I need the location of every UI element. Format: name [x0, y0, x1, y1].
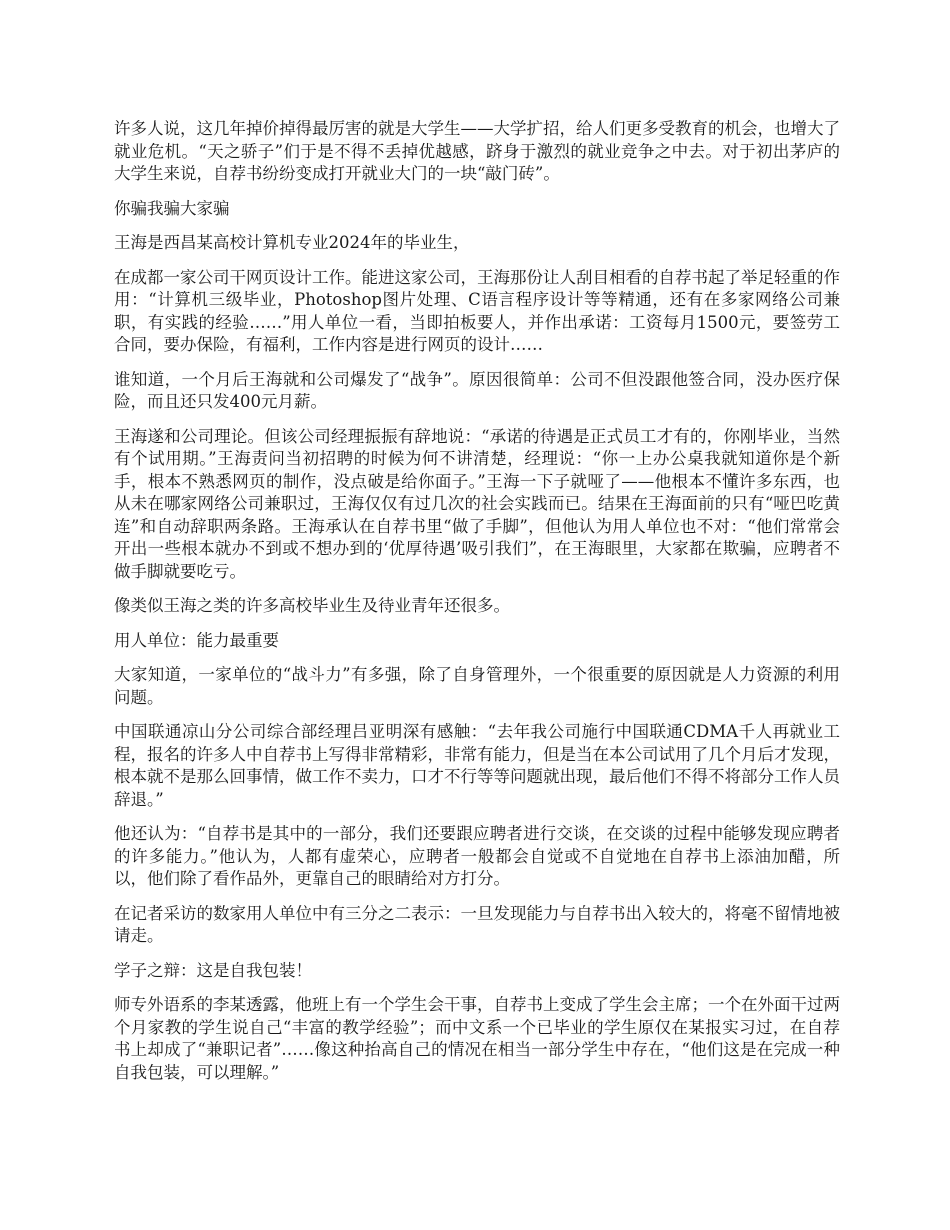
section-heading-students: 学子之辩：这是自我包装！ [114, 960, 312, 980]
paragraph: 师专外语系的李某透露，他班上有一个学生会干事，自荐书上变成了学生会主席；一个在外面干过两个月家教的学生说自己“丰富的教学经验”；而中文系一个已毕业的学生原仅在某报实习过，在自荐书上却成了“兼职记者”……像这种抬高自己的情况在相当一部分学生中存在，“他们这是在完成一种自我包装，可以理解。” [114, 995, 840, 1082]
paragraph: 中国联通凉山分公司综合部经理吕亚明深有感触：“去年我公司施行中国联通CDMA千人再就业工程，报名的许多人中自荐书上写得非常精彩，非常有能力，但是当在本公司试用了几个月后才发现，根本就不是那么回事情，做工作不卖力，口才不行等等问题就出现，最后他们不得不将部分工作人员辞退。” [114, 722, 840, 809]
paragraph: 他还认为：“自荐书是其中的一部分，我们还要跟应聘者进行交谈，在交谈的过程中能够发现应聘者的许多能力。”他认为，人都有虚荣心，应聘者一般都会自觉或不自觉地在自荐书上添油加醋，所以，他们除了看作品外，更靠自己的眼睛给对方打分。 [114, 824, 840, 888]
paragraph: 谁知道，一个月后王海就和公司爆发了“战争”。原因很简单：公司不但没跟他签合同，没办医疗保险，而且还只发400元月薪。 [114, 369, 840, 411]
intro-paragraph: 许多人说，这几年掉价掉得最厉害的就是大学生——大学扩招，给人们更多受教育的机会，也增大了就业危机。“天之骄子”们于是不得不丢掉优越感，跻身于激烈的就业竞争之中去。对于初出茅庐的大学生来说，自荐书纷纷变成打开就业大门的一块“敲门砖”。 [114, 119, 840, 183]
paragraph: 在记者采访的数家用人单位中有三分之二表示：一旦发现能力与自荐书出入较大的，将毫不留情地被请走。 [114, 903, 840, 945]
paragraph: 王海遂和公司理论。但该公司经理振振有辞地说：“承诺的待遇是正式员工才有的，你刚毕业，当然有个试用期。”王海责问当初招聘的时候为何不讲清楚，经理说：“你一上办公桌我就知道你是个新手，根本不熟悉网页的制作，没点破是给你面子。”王海一下子就哑了——他根本不懂许多东西，也从未在哪家网络公司兼职过，王海仅仅有过几次的社会实践而已。结果在王海面前的只有“哑巴吃黄连”和自动辞职两条路。王海承认在自荐书里“做了手脚”，但他认为用人单位也不对：“他们常常会开出一些根本就办不到或不想办到的‘优厚待遇’吸引我们”，在王海眼里，大家都在欺骗，应聘者不做手脚就要吃亏。 [114, 426, 840, 581]
paragraph: 王海是西昌某高校计算机专业2024年的毕业生， [114, 233, 470, 252]
section-heading-employers: 用人单位：能力最重要 [114, 630, 279, 650]
document-body [114, 118, 840, 1096]
section-heading-deception: 你骗我骗大家骗 [114, 198, 230, 218]
paragraph: 像类似王海之类的许多高校毕业生及待业青年还很多。 [114, 596, 510, 615]
paragraph: 大家知道，一家单位的“战斗力”有多强，除了自身管理外，一个很重要的原因就是人力资源的利用问题。 [114, 665, 840, 707]
paragraph: 在成都一家公司干网页设计工作。能进这家公司，王海那份让人刮目相看的自荐书起了举足轻重的作用：“计算机三级毕业，Photoshop图片处理、C语言程序设计等等精通，还有在多家网络公司兼职，有实践的经验……”用人单位一看，当即拍板要人，并作出承诺：工资每月1500元，要签劳工合同，要办保险，有福利，工作内容是进行网页的设计…… [114, 267, 840, 354]
